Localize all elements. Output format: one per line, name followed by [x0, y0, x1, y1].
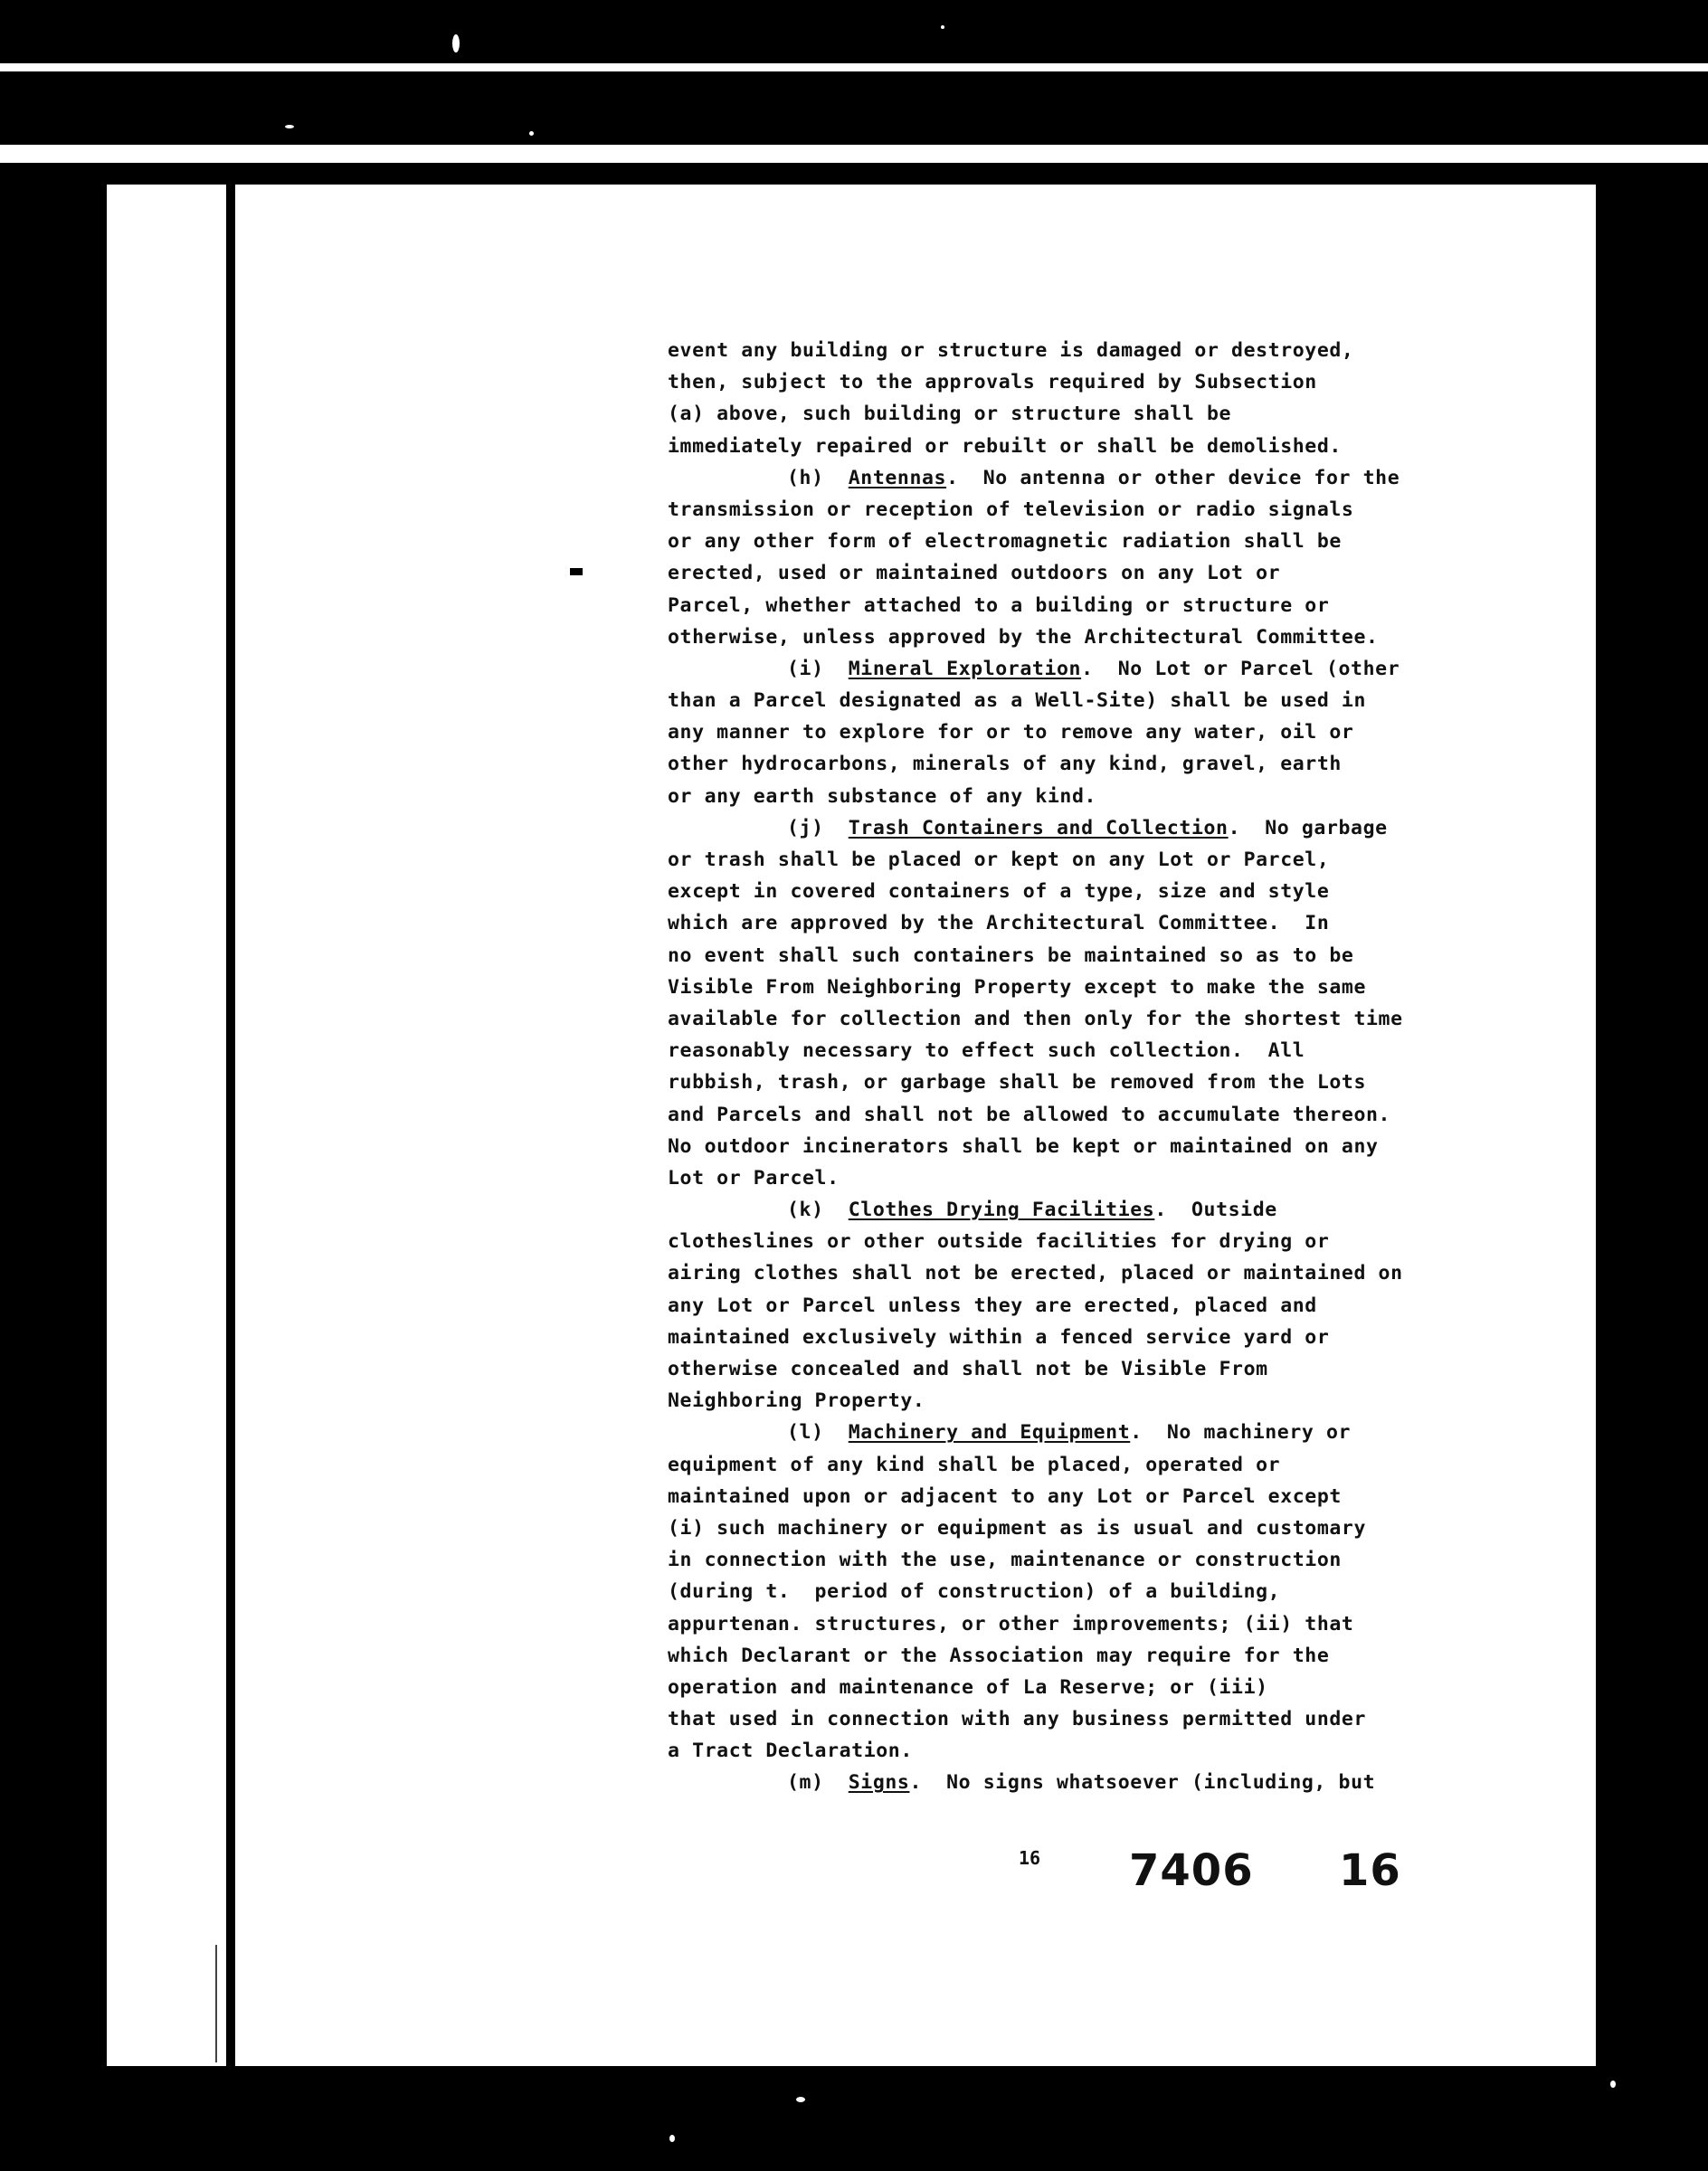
section-i-heading-line: (i) Mineral Exploration. No Lot or Parcel (other — [787, 657, 1400, 680]
body-line: which are approved by the Architectural Committee. In — [668, 912, 1330, 935]
body-line: or any earth substance of any kind. — [668, 784, 1097, 808]
scan-speck — [285, 125, 294, 128]
section-heading: Clothes Drying Facilities — [848, 1199, 1155, 1222]
scan-speck — [452, 34, 460, 52]
scan-top-band — [0, 0, 1708, 63]
body-line: and Parcels and shall not be allowed to accumulate thereon. — [668, 1103, 1391, 1126]
body-line: Parcel, whether attached to a building or structure or — [668, 593, 1330, 617]
body-line: (during t. period of construction) of a building, — [668, 1580, 1281, 1604]
section-marker: (l) — [787, 1421, 824, 1445]
body-line: a Tract Declaration. — [668, 1740, 913, 1763]
section-l-heading-line: (l) Machinery and Equipment. No machinery or — [787, 1421, 1352, 1445]
body-line: except in covered containers of a type, size and style — [668, 880, 1330, 904]
body-line: maintained exclusively within a fenced service yard or — [668, 1325, 1330, 1349]
body-line: Visible From Neighboring Property except to make the same — [668, 975, 1367, 999]
body-line: rubbish, trash, or garbage shall be removed from the Lots — [668, 1071, 1367, 1095]
body-line: reasonably necessary to effect such collection. All — [668, 1039, 1305, 1063]
body-line: any Lot or Parcel unless they are erected, placed and — [668, 1294, 1317, 1317]
body-line: erected, used or maintained outdoors on any Lot or — [668, 562, 1281, 585]
section-heading: Antennas — [848, 466, 947, 489]
body-line: available for collection and then only for the shortest time — [668, 1007, 1403, 1030]
section-j-heading-line: (j) Trash Containers and Collection. No garbage — [787, 816, 1388, 839]
body-line: No outdoor incinerators shall be kept or maintained on any — [668, 1134, 1379, 1158]
body-line: Neighboring Property. — [668, 1389, 925, 1413]
body-line: or trash shall be placed or kept on any Lot or Parcel, — [668, 848, 1330, 871]
body-line: immediately repaired or rebuilt or shall be demolished. — [668, 434, 1342, 458]
body-line: otherwise concealed and shall not be Visible From — [668, 1358, 1268, 1380]
body-line: then, subject to the approvals required by Subsection — [668, 371, 1317, 394]
body-line: transmission or reception of television or radio signals — [668, 498, 1354, 521]
section-text: No signs whatsoever (including, but — [946, 1771, 1376, 1795]
body-line: airing clothes shall not be erected, placed or maintained on — [668, 1262, 1403, 1285]
section-text: No machinery or — [1166, 1421, 1352, 1445]
scan-speck — [669, 2135, 675, 2142]
body-line: clotheslines or other outside facilities for drying or — [668, 1230, 1330, 1254]
scan-speck — [796, 2097, 805, 2102]
document-body — [668, 335, 1464, 1799]
section-m-heading-line: (m) Signs. No signs whatsoever (including, but — [787, 1771, 1376, 1795]
body-line: no event shall such containers be maintained so as to be — [668, 943, 1354, 967]
body-line: maintained upon or adjacent to any Lot or Parcel except — [668, 1484, 1342, 1508]
body-line: appurtenan. structures, or other improvements; (ii) that — [668, 1612, 1354, 1635]
recording-stamp-number: 7406 — [1129, 1845, 1254, 1896]
section-h-heading-line: (h) Antennas. No antenna or other device for the — [787, 466, 1400, 489]
body-line: equipment of any kind shall be placed, operated or — [668, 1453, 1281, 1476]
body-line: any manner to explore for or to remove any water, oil or — [668, 721, 1354, 744]
section-heading: Mineral Exploration — [848, 657, 1082, 680]
scan-speck — [941, 25, 944, 29]
section-marker: (m) — [787, 1771, 824, 1795]
section-heading: Machinery and Equipment — [848, 1421, 1131, 1445]
scan-speck — [529, 131, 534, 136]
body-line: otherwise, unless approved by the Architectural Committee. — [668, 625, 1379, 649]
body-line: event any building or structure is damaged or destroyed, — [668, 339, 1354, 362]
section-heading: Trash Containers and Collection — [848, 816, 1229, 839]
body-line: other hydrocarbons, minerals of any kind, gravel, earth — [668, 753, 1342, 776]
section-text: No garbage — [1265, 816, 1388, 839]
section-marker: (i) — [787, 657, 824, 680]
section-text: Outside — [1191, 1199, 1277, 1222]
binding-margin-line — [226, 177, 235, 2068]
body-line: (i) such machinery or equipment as is usual and customary — [668, 1516, 1367, 1540]
body-line: Lot or Parcel. — [668, 1166, 840, 1190]
body-line: than a Parcel designated as a Well-Site) shall be used in — [668, 689, 1367, 713]
section-text: No Lot or Parcel (other — [1117, 657, 1400, 680]
section-marker: (j) — [787, 816, 824, 839]
body-line: or any other form of electromagnetic radiation shall be — [668, 530, 1342, 554]
section-k-heading-line: (k) Clothes Drying Facilities. Outside — [787, 1199, 1277, 1222]
body-line: which Declarant or the Association may require for the — [668, 1644, 1330, 1667]
scan-rule-upper — [0, 63, 1708, 71]
section-marker: (h) — [787, 466, 824, 489]
scan-speck — [570, 568, 583, 575]
recording-stamp-page: 16 — [1339, 1845, 1401, 1896]
section-heading: Signs — [848, 1771, 910, 1795]
body-line: operation and maintenance of La Reserve; or (iii) — [668, 1675, 1268, 1699]
scan-rule-lower — [0, 145, 1708, 163]
scan-speck — [1610, 2081, 1616, 2088]
binding-margin-shadow — [215, 1945, 217, 2062]
body-line: (a) above, such building or structure shall be — [668, 403, 1232, 426]
body-line: in connection with the use, maintenance or construction — [668, 1549, 1342, 1572]
page-number-small: 16 — [1019, 1847, 1041, 1869]
body-line: that used in connection with any business permitted under — [668, 1708, 1367, 1731]
section-text: No antenna or other device for the — [982, 466, 1400, 489]
section-marker: (k) — [787, 1199, 824, 1222]
